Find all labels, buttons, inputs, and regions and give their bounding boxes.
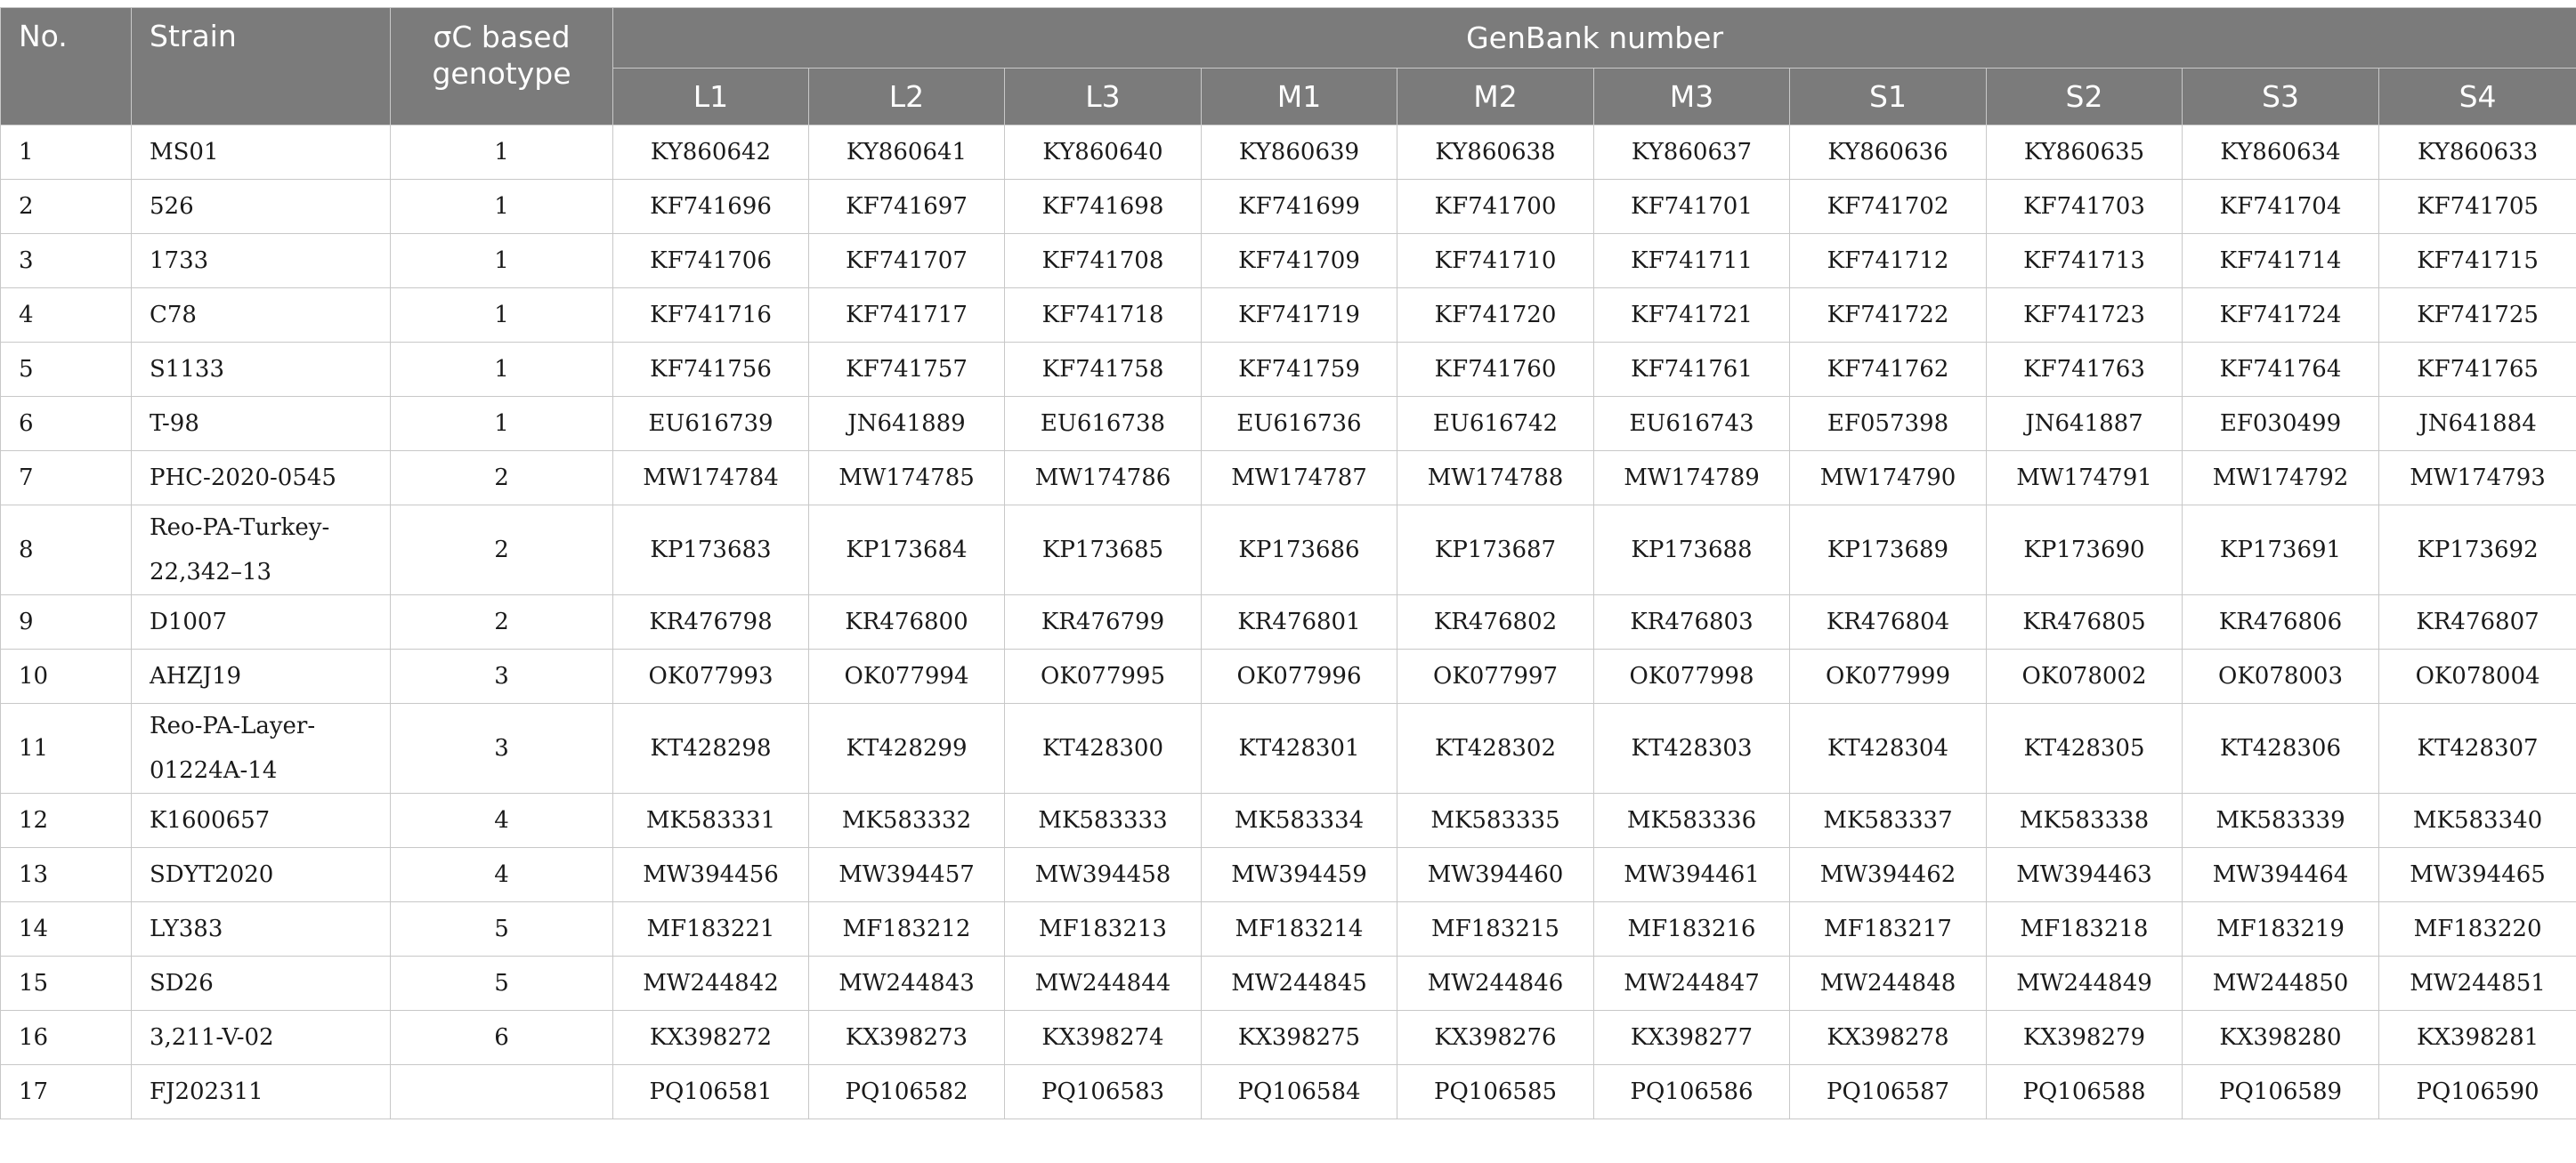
cell-genbank-id: MK583337 xyxy=(1790,794,1987,848)
cell-strain: D1007 xyxy=(132,595,391,650)
cell-genotype: 5 xyxy=(391,902,613,957)
cell-strain: FJ202311 xyxy=(132,1065,391,1119)
table-row xyxy=(1,125,2576,180)
cell-genbank-id: KF741711 xyxy=(1594,234,1790,288)
cell-genbank-id: OK077998 xyxy=(1594,650,1790,704)
cell-genotype: 1 xyxy=(391,397,613,451)
cell-genbank-id: MW394458 xyxy=(1005,848,1202,902)
cell-genbank-id: MW244843 xyxy=(809,957,1005,1011)
cell-genbank-id: KF741707 xyxy=(809,234,1005,288)
cell-genbank-id: OK077996 xyxy=(1202,650,1397,704)
cell-genbank-id: KP173691 xyxy=(2183,505,2379,595)
cell-no: 9 xyxy=(1,595,132,650)
cell-genotype: 2 xyxy=(391,505,613,595)
cell-genbank-id: MF183217 xyxy=(1790,902,1987,957)
header-no: No. xyxy=(1,8,132,125)
cell-strain: LY383 xyxy=(132,902,391,957)
cell-no: 4 xyxy=(1,288,132,343)
cell-genbank-id: MW244844 xyxy=(1005,957,1202,1011)
cell-genbank-id: KF741697 xyxy=(809,180,1005,234)
cell-genbank-id: MW394456 xyxy=(613,848,809,902)
table-body xyxy=(1,125,2576,1119)
header-segment-s3: S3 xyxy=(2183,69,2379,125)
cell-genotype: 3 xyxy=(391,704,613,794)
cell-genbank-id: KF741764 xyxy=(2183,343,2379,397)
cell-genotype: 2 xyxy=(391,451,613,505)
cell-genbank-id: MW174784 xyxy=(613,451,809,505)
cell-genbank-id: MK583332 xyxy=(809,794,1005,848)
table-row xyxy=(1,234,2576,288)
cell-strain: SDYT2020 xyxy=(132,848,391,902)
cell-no: 1 xyxy=(1,125,132,180)
header-segment-m2: M2 xyxy=(1397,69,1594,125)
cell-genbank-id: KF741721 xyxy=(1594,288,1790,343)
cell-genbank-id: MW244845 xyxy=(1202,957,1397,1011)
cell-genbank-id: KX398273 xyxy=(809,1011,1005,1065)
cell-genbank-id: KR476799 xyxy=(1005,595,1202,650)
cell-genbank-id: MW174786 xyxy=(1005,451,1202,505)
cell-genbank-id: KR476806 xyxy=(2183,595,2379,650)
header-segment-l1: L1 xyxy=(613,69,809,125)
cell-no: 10 xyxy=(1,650,132,704)
table-row xyxy=(1,704,2576,794)
cell-genbank-id: KR476800 xyxy=(809,595,1005,650)
cell-genbank-id: KP173688 xyxy=(1594,505,1790,595)
table-row xyxy=(1,794,2576,848)
cell-genbank-id: EF030499 xyxy=(2183,397,2379,451)
cell-strain: T-98 xyxy=(132,397,391,451)
cell-strain: C78 xyxy=(132,288,391,343)
cell-genbank-id: KT428303 xyxy=(1594,704,1790,794)
cell-genbank-id: PQ106583 xyxy=(1005,1065,1202,1119)
header-genbank-number: GenBank number xyxy=(613,8,2576,69)
cell-genbank-id: MW244848 xyxy=(1790,957,1987,1011)
header-genotype: σC based genotype xyxy=(391,8,613,125)
cell-genbank-id: KF741696 xyxy=(613,180,809,234)
cell-genbank-id: MW394462 xyxy=(1790,848,1987,902)
cell-genbank-id: KX398274 xyxy=(1005,1011,1202,1065)
cell-genbank-id: PQ106590 xyxy=(2379,1065,2576,1119)
cell-genbank-id: EU616736 xyxy=(1202,397,1397,451)
cell-genbank-id: MW174791 xyxy=(1987,451,2183,505)
cell-genbank-id: PQ106581 xyxy=(613,1065,809,1119)
cell-genbank-id: KF741758 xyxy=(1005,343,1202,397)
table-row xyxy=(1,848,2576,902)
cell-genbank-id: MF183220 xyxy=(2379,902,2576,957)
cell-genbank-id: PQ106586 xyxy=(1594,1065,1790,1119)
cell-genotype: 6 xyxy=(391,1011,613,1065)
cell-genbank-id: MW394464 xyxy=(2183,848,2379,902)
cell-genbank-id: MW394463 xyxy=(1987,848,2183,902)
table-header xyxy=(1,8,2576,125)
cell-genbank-id: KF741714 xyxy=(2183,234,2379,288)
cell-genbank-id: OK078003 xyxy=(2183,650,2379,704)
cell-genotype: 1 xyxy=(391,180,613,234)
cell-no: 6 xyxy=(1,397,132,451)
cell-genbank-id: KF741719 xyxy=(1202,288,1397,343)
cell-genbank-id: MW244842 xyxy=(613,957,809,1011)
header-segment-l3: L3 xyxy=(1005,69,1202,125)
cell-genbank-id: KF741702 xyxy=(1790,180,1987,234)
cell-genbank-id: OK077993 xyxy=(613,650,809,704)
cell-genbank-id: MW244849 xyxy=(1987,957,2183,1011)
cell-genbank-id: MW174793 xyxy=(2379,451,2576,505)
cell-no: 13 xyxy=(1,848,132,902)
cell-genbank-id: MW244851 xyxy=(2379,957,2576,1011)
cell-genbank-id: PQ106585 xyxy=(1397,1065,1594,1119)
cell-genbank-id: MF183218 xyxy=(1987,902,2183,957)
cell-genbank-id: MK583339 xyxy=(2183,794,2379,848)
header-strain: Strain xyxy=(132,8,391,125)
cell-genbank-id: KT428300 xyxy=(1005,704,1202,794)
cell-strain: Reo-PA-Turkey-22,342–13 xyxy=(132,505,391,595)
cell-no: 14 xyxy=(1,902,132,957)
header-segment-s2: S2 xyxy=(1987,69,2183,125)
cell-genbank-id: KF741705 xyxy=(2379,180,2576,234)
cell-genbank-id: KF741725 xyxy=(2379,288,2576,343)
cell-genbank-id: MW174792 xyxy=(2183,451,2379,505)
cell-strain: 1733 xyxy=(132,234,391,288)
genbank-table xyxy=(0,7,2576,1119)
cell-no: 2 xyxy=(1,180,132,234)
cell-genbank-id: KT428301 xyxy=(1202,704,1397,794)
cell-strain: AHZJ19 xyxy=(132,650,391,704)
cell-genbank-id: KF741716 xyxy=(613,288,809,343)
cell-no: 11 xyxy=(1,704,132,794)
cell-genbank-id: KR476801 xyxy=(1202,595,1397,650)
table-row xyxy=(1,397,2576,451)
cell-genbank-id: KT428304 xyxy=(1790,704,1987,794)
cell-strain: PHC-2020-0545 xyxy=(132,451,391,505)
cell-genbank-id: KF741718 xyxy=(1005,288,1202,343)
cell-genbank-id: KF741713 xyxy=(1987,234,2183,288)
cell-genbank-id: KF741717 xyxy=(809,288,1005,343)
header-segment-l2: L2 xyxy=(809,69,1005,125)
cell-genbank-id: MW394460 xyxy=(1397,848,1594,902)
cell-genbank-id: KX398281 xyxy=(2379,1011,2576,1065)
cell-genbank-id: MW174789 xyxy=(1594,451,1790,505)
cell-genbank-id: KX398279 xyxy=(1987,1011,2183,1065)
cell-genbank-id: MK583333 xyxy=(1005,794,1202,848)
cell-genbank-id: KY860642 xyxy=(613,125,809,180)
cell-genbank-id: KF741710 xyxy=(1397,234,1594,288)
cell-genbank-id: KF741703 xyxy=(1987,180,2183,234)
cell-no: 3 xyxy=(1,234,132,288)
cell-genbank-id: KY860636 xyxy=(1790,125,1987,180)
cell-genotype: 1 xyxy=(391,234,613,288)
cell-genbank-id: MW174790 xyxy=(1790,451,1987,505)
cell-genbank-id: KP173690 xyxy=(1987,505,2183,595)
cell-strain: S1133 xyxy=(132,343,391,397)
cell-genbank-id: EU616743 xyxy=(1594,397,1790,451)
cell-genotype: 1 xyxy=(391,343,613,397)
cell-genbank-id: KF741757 xyxy=(809,343,1005,397)
cell-strain: Reo-PA-Layer-01224A-14 xyxy=(132,704,391,794)
cell-strain: MS01 xyxy=(132,125,391,180)
cell-genotype xyxy=(391,1065,613,1119)
cell-genbank-id: MW244850 xyxy=(2183,957,2379,1011)
cell-no: 5 xyxy=(1,343,132,397)
cell-genbank-id: KX398280 xyxy=(2183,1011,2379,1065)
cell-genotype: 4 xyxy=(391,794,613,848)
table-row xyxy=(1,451,2576,505)
cell-genbank-id: MK583338 xyxy=(1987,794,2183,848)
cell-no: 16 xyxy=(1,1011,132,1065)
cell-genbank-id: KF741765 xyxy=(2379,343,2576,397)
cell-genotype: 2 xyxy=(391,595,613,650)
cell-genbank-id: MW174787 xyxy=(1202,451,1397,505)
table-row xyxy=(1,288,2576,343)
cell-genbank-id: KF741763 xyxy=(1987,343,2183,397)
cell-genbank-id: KF741712 xyxy=(1790,234,1987,288)
cell-genbank-id: KF741704 xyxy=(2183,180,2379,234)
cell-genbank-id: KT428306 xyxy=(2183,704,2379,794)
cell-genbank-id: KY860638 xyxy=(1397,125,1594,180)
cell-genbank-id: MW244846 xyxy=(1397,957,1594,1011)
cell-genbank-id: MF183212 xyxy=(809,902,1005,957)
cell-no: 12 xyxy=(1,794,132,848)
cell-genbank-id: KF741700 xyxy=(1397,180,1594,234)
table-row xyxy=(1,180,2576,234)
table-row xyxy=(1,1011,2576,1065)
cell-genbank-id: KF741709 xyxy=(1202,234,1397,288)
cell-genbank-id: KT428307 xyxy=(2379,704,2576,794)
cell-genbank-id: KF741698 xyxy=(1005,180,1202,234)
cell-genbank-id: KR476805 xyxy=(1987,595,2183,650)
cell-genbank-id: KX398277 xyxy=(1594,1011,1790,1065)
cell-genbank-id: KF741756 xyxy=(613,343,809,397)
table-row xyxy=(1,957,2576,1011)
cell-genbank-id: KR476803 xyxy=(1594,595,1790,650)
cell-genbank-id: KY860633 xyxy=(2379,125,2576,180)
cell-genbank-id: OK077999 xyxy=(1790,650,1987,704)
table-row xyxy=(1,1065,2576,1119)
cell-genbank-id: OK077994 xyxy=(809,650,1005,704)
cell-genbank-id: MF183213 xyxy=(1005,902,1202,957)
cell-genbank-id: MW174785 xyxy=(809,451,1005,505)
cell-genbank-id: OK078002 xyxy=(1987,650,2183,704)
header-segment-m3: M3 xyxy=(1594,69,1790,125)
cell-genbank-id: MK583340 xyxy=(2379,794,2576,848)
table-row xyxy=(1,902,2576,957)
cell-genotype: 3 xyxy=(391,650,613,704)
cell-genbank-id: KF741699 xyxy=(1202,180,1397,234)
cell-genbank-id: KF741723 xyxy=(1987,288,2183,343)
cell-genbank-id: JN641884 xyxy=(2379,397,2576,451)
cell-genbank-id: MF183221 xyxy=(613,902,809,957)
cell-genbank-id: EU616742 xyxy=(1397,397,1594,451)
cell-genbank-id: MW394459 xyxy=(1202,848,1397,902)
cell-genbank-id: MK583335 xyxy=(1397,794,1594,848)
cell-genotype: 4 xyxy=(391,848,613,902)
cell-genbank-id: KF741722 xyxy=(1790,288,1987,343)
table-row xyxy=(1,343,2576,397)
cell-genbank-id: KP173689 xyxy=(1790,505,1987,595)
cell-genbank-id: KP173687 xyxy=(1397,505,1594,595)
cell-genbank-id: KT428299 xyxy=(809,704,1005,794)
cell-genbank-id: PQ106582 xyxy=(809,1065,1005,1119)
cell-genbank-id: MW244847 xyxy=(1594,957,1790,1011)
cell-genbank-id: KR476798 xyxy=(613,595,809,650)
cell-strain: 3,211-V-02 xyxy=(132,1011,391,1065)
cell-genbank-id: JN641889 xyxy=(809,397,1005,451)
cell-genbank-id: KF741720 xyxy=(1397,288,1594,343)
cell-genbank-id: KP173686 xyxy=(1202,505,1397,595)
cell-genbank-id: KR476804 xyxy=(1790,595,1987,650)
cell-genotype: 1 xyxy=(391,288,613,343)
cell-genbank-id: OK077995 xyxy=(1005,650,1202,704)
cell-genbank-id: KP173684 xyxy=(809,505,1005,595)
cell-genbank-id: KY860637 xyxy=(1594,125,1790,180)
cell-genbank-id: OK077997 xyxy=(1397,650,1594,704)
cell-genotype: 1 xyxy=(391,125,613,180)
cell-genbank-id: KF741715 xyxy=(2379,234,2576,288)
cell-genbank-id: KR476807 xyxy=(2379,595,2576,650)
cell-genbank-id: MW174788 xyxy=(1397,451,1594,505)
cell-genbank-id: KY860634 xyxy=(2183,125,2379,180)
cell-genbank-id: MW394457 xyxy=(809,848,1005,902)
cell-genbank-id: KF741724 xyxy=(2183,288,2379,343)
cell-genbank-id: EU616739 xyxy=(613,397,809,451)
cell-genbank-id: OK078004 xyxy=(2379,650,2576,704)
cell-genbank-id: MW394461 xyxy=(1594,848,1790,902)
cell-strain: 526 xyxy=(132,180,391,234)
cell-genbank-id: MW394465 xyxy=(2379,848,2576,902)
cell-genbank-id: MF183219 xyxy=(2183,902,2379,957)
cell-genbank-id: KY860639 xyxy=(1202,125,1397,180)
cell-genbank-id: KY860635 xyxy=(1987,125,2183,180)
cell-genbank-id: KF741759 xyxy=(1202,343,1397,397)
cell-genbank-id: KP173683 xyxy=(613,505,809,595)
cell-genbank-id: KF741761 xyxy=(1594,343,1790,397)
cell-genbank-id: MK583334 xyxy=(1202,794,1397,848)
cell-genbank-id: KX398278 xyxy=(1790,1011,1987,1065)
table-row xyxy=(1,595,2576,650)
cell-genbank-id: KT428305 xyxy=(1987,704,2183,794)
header-segment-m1: M1 xyxy=(1202,69,1397,125)
cell-no: 17 xyxy=(1,1065,132,1119)
cell-genbank-id: KF741760 xyxy=(1397,343,1594,397)
cell-no: 8 xyxy=(1,505,132,595)
cell-genbank-id: KX398275 xyxy=(1202,1011,1397,1065)
cell-genbank-id: PQ106584 xyxy=(1202,1065,1397,1119)
cell-genbank-id: KY860641 xyxy=(809,125,1005,180)
cell-genbank-id: KP173692 xyxy=(2379,505,2576,595)
cell-genbank-id: PQ106587 xyxy=(1790,1065,1987,1119)
cell-genbank-id: EU616738 xyxy=(1005,397,1202,451)
cell-genbank-id: MK583336 xyxy=(1594,794,1790,848)
cell-genbank-id: KF741708 xyxy=(1005,234,1202,288)
cell-strain: K1600657 xyxy=(132,794,391,848)
cell-genotype: 5 xyxy=(391,957,613,1011)
table-row xyxy=(1,650,2576,704)
table-row xyxy=(1,505,2576,595)
cell-strain: SD26 xyxy=(132,957,391,1011)
cell-genbank-id: MF183216 xyxy=(1594,902,1790,957)
cell-genbank-id: MF183214 xyxy=(1202,902,1397,957)
cell-genbank-id: PQ106588 xyxy=(1987,1065,2183,1119)
cell-no: 7 xyxy=(1,451,132,505)
header-segment-s1: S1 xyxy=(1790,69,1987,125)
cell-genbank-id: KT428302 xyxy=(1397,704,1594,794)
cell-genbank-id: PQ106589 xyxy=(2183,1065,2379,1119)
cell-genbank-id: JN641887 xyxy=(1987,397,2183,451)
cell-genbank-id: EF057398 xyxy=(1790,397,1987,451)
cell-genbank-id: KY860640 xyxy=(1005,125,1202,180)
cell-genbank-id: MK583331 xyxy=(613,794,809,848)
cell-genbank-id: MF183215 xyxy=(1397,902,1594,957)
cell-no: 15 xyxy=(1,957,132,1011)
cell-genbank-id: KX398272 xyxy=(613,1011,809,1065)
cell-genbank-id: KP173685 xyxy=(1005,505,1202,595)
cell-genbank-id: KF741701 xyxy=(1594,180,1790,234)
cell-genbank-id: KF741706 xyxy=(613,234,809,288)
cell-genbank-id: KT428298 xyxy=(613,704,809,794)
cell-genbank-id: KX398276 xyxy=(1397,1011,1594,1065)
cell-genbank-id: KR476802 xyxy=(1397,595,1594,650)
header-segment-s4: S4 xyxy=(2379,69,2576,125)
cell-genbank-id: KF741762 xyxy=(1790,343,1987,397)
